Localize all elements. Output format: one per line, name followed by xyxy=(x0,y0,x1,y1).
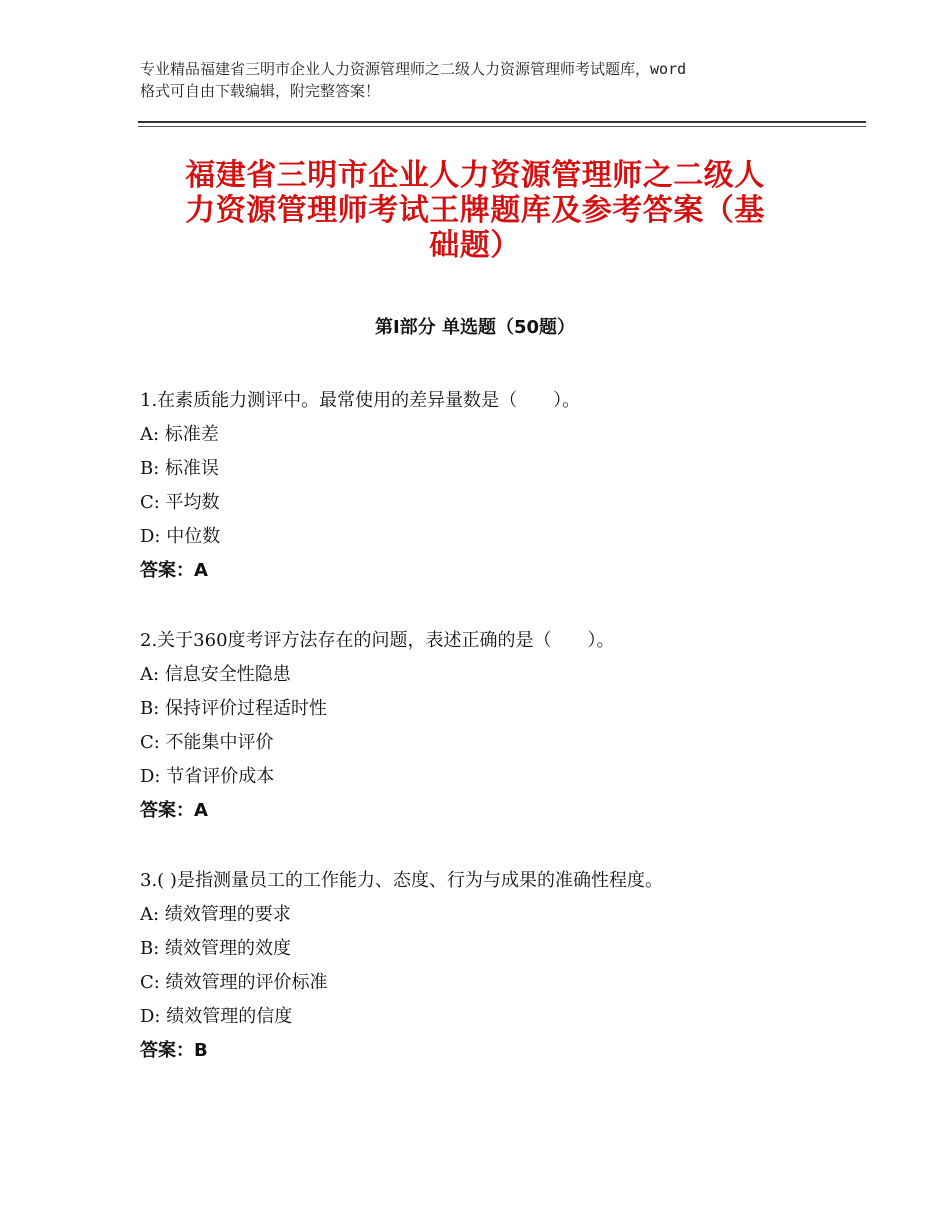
document-title-line2: 力资源管理师考试王牌题库及参考答案（基 xyxy=(185,193,765,228)
option-d: D: 中位数 xyxy=(140,526,221,547)
header-note xyxy=(140,58,840,102)
option-b: B: 保持评价过程适时性 xyxy=(140,698,328,719)
header-divider-thin xyxy=(138,126,866,127)
option-d: D: 节省评价成本 xyxy=(140,766,275,787)
question-stem: 3.( )是指测量员工的工作能力、态度、行为与成果的准确性程度。 xyxy=(140,870,663,891)
option-c: C: 绩效管理的评价标准 xyxy=(140,972,328,993)
option-a: A: 信息安全性隐患 xyxy=(140,664,291,685)
question-2 xyxy=(140,624,820,828)
question-3 xyxy=(140,864,820,1068)
question-list xyxy=(140,384,820,1104)
answer: 答案：B xyxy=(140,1040,208,1061)
header-divider-thick xyxy=(138,121,866,123)
answer: 答案：A xyxy=(140,560,208,581)
document-title-line1: 福建省三明市企业人力资源管理师之二级人 xyxy=(185,158,765,193)
question-stem: 2.关于360度考评方法存在的问题，表述正确的是（ ）。 xyxy=(140,630,615,651)
document-title-line3: 础题） xyxy=(429,228,521,263)
section-heading: 第Ⅰ部分 单选题（50题） xyxy=(374,317,575,338)
option-a: A: 标准差 xyxy=(140,424,219,445)
option-b: B: 标准误 xyxy=(140,458,220,479)
option-d: D: 绩效管理的信度 xyxy=(140,1006,293,1027)
option-c: C: 平均数 xyxy=(140,492,220,513)
header-note-line1: 专业精品福建省三明市企业人力资源管理师之二级人力资源管理师考试题库，word xyxy=(140,60,687,78)
document-title xyxy=(138,158,812,263)
option-c: C: 不能集中评价 xyxy=(140,732,274,753)
option-a: A: 绩效管理的要求 xyxy=(140,904,291,925)
question-1 xyxy=(140,384,820,588)
question-stem: 1.在素质能力测评中。最常使用的差异量数是（ ）。 xyxy=(140,390,581,411)
answer: 答案：A xyxy=(140,800,208,821)
option-b: B: 绩效管理的效度 xyxy=(140,938,292,959)
header-note-line2: 格式可自由下载编辑，附完整答案！ xyxy=(140,82,381,100)
